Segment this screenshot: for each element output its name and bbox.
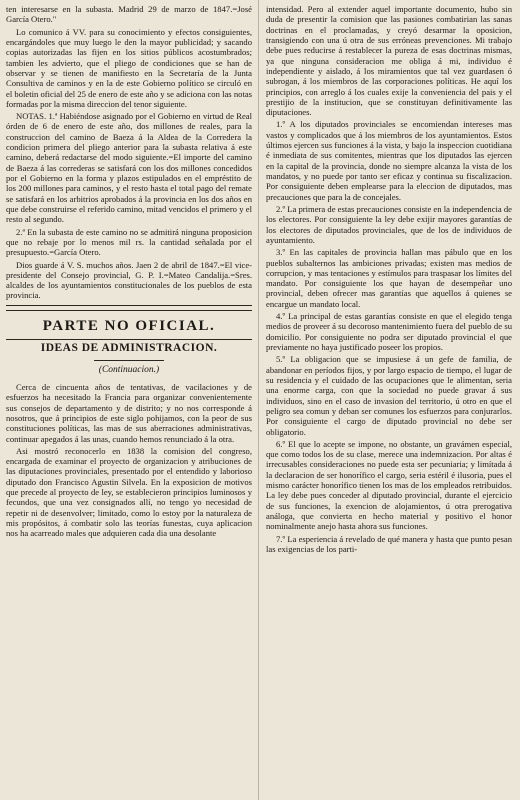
column-divider bbox=[258, 0, 259, 800]
left-column bbox=[6, 4, 252, 796]
short-divider bbox=[94, 360, 164, 361]
article-paragraph: intensidad. Pero al extender aquel importante documento, hubo sin duda de presentir la comision que las pasiones combatirian las sanas doctrinas en el proclamadas, y creyó desarmar la oposicion, transigiendo con una ú otra de sus erróneas prevenciones. Mi trabajo debe pues reducirse á restablecer la pureza de esas doctrinas mismas, ya que ninguna consideracion me obliga á mi, individuo é independiente y aislado, á los miramientos que tal vez guardasen ó subrogan, á los miembros de las corporaciones políticas. He aquí los principios, con arreglo á los cuales exije la conveniencia del pais y el prestijio de la institucion, que se constituyan definitivamente las diputaciones. bbox=[266, 4, 512, 118]
article-paragraph: Cerca de cincuenta años de tentativas, de vacilaciones y de esfuerzos ha necesitado la Francia para organizar convenientemente sus consejos de departamento y de distrito; y no nos corresponde á nosotros, que á principios de este siglo pohijamos, con la peor de sus constituciones políticas, las mas de sus aberraciones administrativas, continuar apegados á las unas, cuando hemos renunciado á la otra. bbox=[6, 381, 252, 444]
continuation-label: (Continuacion.) bbox=[98, 364, 160, 375]
notes-paragraph: 2.ª En la subasta de este camino no se admitirá ninguna proposicion que no rebaje por lo menos mil rs. la cantidad señalada por el presupuesto.=García Otero. bbox=[6, 226, 252, 258]
article-paragraph: 2.º La primera de estas precauciones consiste en la independencia de los electores. Por consiguiente la ley debe exijir mayores garantías de los electores de diputados provinciales, que de los de individuos de ayuntamiento. bbox=[266, 203, 512, 245]
article-paragraph: 1.º A los diputados provinciales se encomiendan intereses mas vastos y complicados que á los miembros de los ayuntamientos. Estos últimos ejercen sus funciones á la vista, y bajo la inspeccion cuotidiana é inmediata de sus comitentes, mientras que los diputados las ejercen en la capital de la provincia, donde no siempre alcanza la vista de los mandatos, y no puede por tanto ser eficaz y continua su fiscalizacion. Por consiguiente deben emplearse para la eleccion de diputados, mas precauciones que para la de concejales. bbox=[266, 119, 512, 202]
notes-paragraph: NOTAS. 1.ª Habiéndose asignado por el Gobierno en virtud de Real órden de 6 de enero de este año, dos millones de reales, para la construccion del camino de Baeza á la Aldea de la Corredera la condicion primera del pliego anterior para la subasta relativa á este camino, deberá redactarse del modo siguiente.=El importe del camino de Baeza á las correderas se satisfará con los dos millones concedidos por el Gobierno en la forma y plazos estipulados en el empréstito de los 200 millones para caminos, y el resto hasta el total pago del remate se satisfará en los arbitrios aprobados á la provincia en los dos años en que debe construirse el referido camino, mitad vencidos el primero y el resto al segundo. bbox=[6, 111, 252, 225]
article-paragraph: 3.º En las capitales de provincia hallan mas pábulo que en los pueblos subalternos las ambiciones privadas; existen mas medios de corrupcion, y mas tentaciones y estímulos para traspasar los límites del mandato. Por consiguiente los que hayan de desempeñar uno provincial, deben ofrecer mas garantías que aquellos á quienes se encargue un mandato local. bbox=[266, 247, 512, 309]
article-paragraph: Asi mostró reconocerlo en 1838 la comision del congreso, encargada de examinar el proyecto de organizacion y atribuciones de las diputaciones provinciales, presentado por el entendido y laborioso diputado don Francisco Agustin Silvela. En la exposicion de motivos que precede al proyecto de ley, se establecieron principios luminosos y fecundos, que una vez consignados allí, no tengo yo necesidad de repetir ni de desenvolver; limitado, como lo estoy por la naturaleza de mis propósitos, á combatir solo las teorías funestas, cuya aplicacion nos ha acarreado males que adquieren cada dia una desolante bbox=[6, 445, 252, 539]
closing-paragraph: Dios guarde á V. S. muchos años. Jaen 2 de abril de 1847.=El vice-presidente del Consejo provincial, G. P. I.=Mateo Candalija.=Sres. alcaldes de los ayuntamientos constitucionales de los pueblos de esta provincia. bbox=[6, 259, 252, 301]
divider-line bbox=[6, 310, 252, 311]
divider-line bbox=[6, 339, 252, 340]
right-column bbox=[266, 4, 512, 796]
article-paragraph: 4.º La principal de estas garantías consiste en que el elegido tenga medios de proveer á su decoroso mantenimiento fuera del pueblo de su domicilio. Por consiguiente no podra ser diputado provincial el que previamente no haya justificado poseer los propios. bbox=[266, 311, 512, 352]
article-paragraph: 7.º La esperiencia á revelado de qué manera y hasta que punto pesan las exigencias de los parti- bbox=[266, 533, 512, 554]
article-title: IDEAS DE ADMINISTRACION. bbox=[40, 341, 218, 354]
intro-paragraph: ten interesarse en la subasta. Madrid 29 de marzo de 1847.=José García Otero." bbox=[6, 4, 252, 25]
article-paragraph: 5.º La obligacion que se impusiese á un gefe de familia, de abandonar en períodos fijos, y por largo espacio de tiempo, el lugar de su residencia y el cuidado de las ocupaciones que le alimentan, seria una enorme carga, con que la sociedad no puede gravar á sus individuos, sino en el caso de invasion del territorio, ú otro en que el peligro sea comun y deban ser comunes los esfuerzos para conjurarlos. Por consiguiente el cargo de diputado provincial no debe ser obligatorio. bbox=[266, 354, 512, 437]
divider-line bbox=[6, 305, 252, 306]
intro-paragraph: Lo comunico á VV. para su conocimiento y efectos consiguientes, encargándoles que muy luego le den la mayor publicidad; y sacando copias autorizadas las fijen en los sitios públicos acostumbrados; tambien les advierto, que el pliego de condiciones que se han de observar y se tienen de manifiesto en la Secretaría de la Junta Consultiva de caminos y en la de este Gobierno político se circuló en el boletin oficial del 25 de enero de este año y se adiciona con las notas formadas por la misma direccion del tenor siguiente. bbox=[6, 26, 252, 109]
section-title: PARTE NO OFICIAL. bbox=[42, 317, 216, 334]
article-paragraph: 6.º El que lo acepte se impone, no obstante, un gravámen especial, que como todos los de su clase, merece una indemnizacion. Por altas é irrecusables consideraciones no puede esta ser pecuniaria; y limítada á la declaracion de ser honorífico el cargo, seria estéril é ilusoria, pues el mismo carácter honorífico tienen los mas de los empleados retribuidos. La ley debe pues conceder al diputado provincial, durante el ejercicio de sus funciones, la exencion de alojamientos, ú otra prerogativa análoga, que convierta en hecho material y positivo el honor nominalmente anejo hasta ahora sus funciones. bbox=[266, 438, 512, 532]
